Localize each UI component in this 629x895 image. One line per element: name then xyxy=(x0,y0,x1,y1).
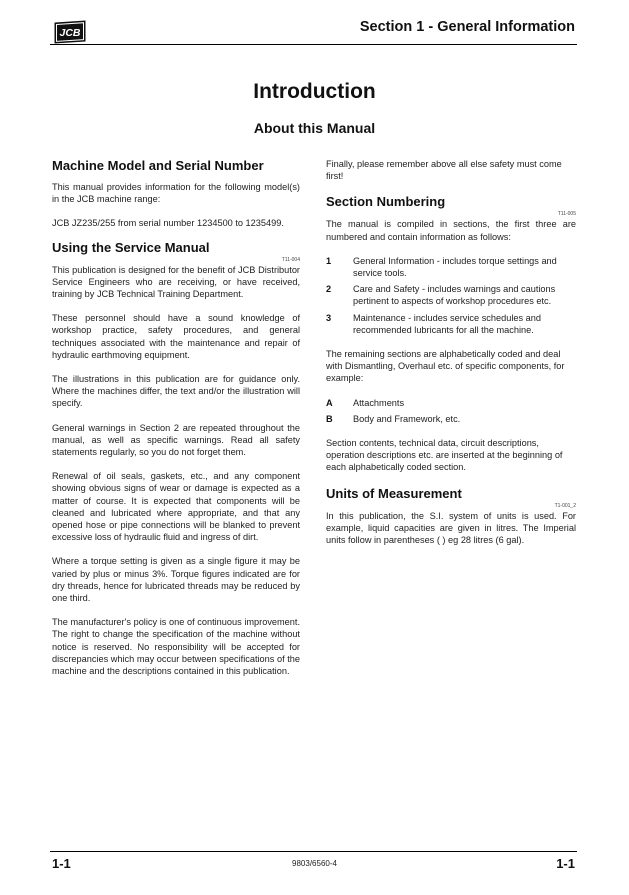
list-item xyxy=(326,255,576,279)
machine-model-paragraph-1: This manual provides information for the following model(s) in the JCB machine range: xyxy=(52,182,300,205)
service-manual-paragraph-2: These personnel should have a sound knowledge of workshop practice, safety procedures, and general techniques associated with the maintenance and repair of hydraulic earthmoving equipment. xyxy=(52,313,300,360)
service-manual-paragraph-6: Where a torque setting is given as a single figure it may be varied by plus or minus 3%. Torque figures indicated are for dry threads, hence for lubricated threads may be reduced by one third. xyxy=(52,556,300,604)
list-item xyxy=(326,413,576,425)
list-item-letter: A xyxy=(326,397,333,408)
jcb-logo-text: JCB xyxy=(59,27,81,39)
service-manual-paragraph-7: The manufacturer's policy is one of continuous improvement. The right to change the specification of the machine without notice is reserved. No responsibility will be accepted for discrepancies which may occur between specifications of the machine and the descriptions contained in this publication. xyxy=(52,617,300,677)
page-title: Introduction xyxy=(253,80,376,103)
list-item-text: Attachments xyxy=(353,397,405,408)
service-manual-paragraph-1: This publication is designed for the benefit of JCB Distributor Service Engineers who are receiving, or have received, training by JCB Technical Training Department. xyxy=(52,264,300,300)
document-number: 9803/6560-4 xyxy=(292,859,337,868)
units-heading: Units of Measurement xyxy=(326,485,462,501)
list-item xyxy=(326,397,576,409)
list-item xyxy=(326,283,576,307)
list-item-letter: B xyxy=(326,413,333,424)
safety-first-paragraph: Finally, please remember above all else safety must come first! xyxy=(326,159,562,182)
list-item-number: 2 xyxy=(326,284,332,295)
section-numbering-paragraph-2: The remaining sections are alphabetically coded and deal with Dismantling, Overhaul etc. of specific components, for example: xyxy=(326,349,565,384)
footer-divider xyxy=(50,851,577,852)
section-numbering-paragraph-1: The manual is compiled in sections, the first three are numbered and contain information as follows: xyxy=(326,219,576,242)
service-manual-paragraph-5: Renewal of oil seals, gaskets, etc., and any component showing obvious signs of wear or damage is expected as a matter of course. It is expected that components will be cleaned and lubricated where appropriate, and that any opened hose or pipe connections will be blanked to prevent excessive loss of hydraulic fluid and ingress of dirt. xyxy=(52,471,300,543)
page-number-right: 1-1 xyxy=(556,856,575,871)
numbered-section-list xyxy=(326,255,576,336)
section-numbering-code: T11-005 xyxy=(557,211,576,218)
lettered-section-list xyxy=(326,397,576,425)
list-item-text: Care and Safety - includes warnings and cautions pertinent to aspects of workshop procedures etc. xyxy=(353,284,556,307)
section-title: Section 1 - General Information xyxy=(359,19,575,35)
list-item-number: 1 xyxy=(326,255,332,266)
machine-model-paragraph-2: JCB JZ235/255 from serial number 1234500 to 1235499. xyxy=(52,218,284,229)
left-column xyxy=(52,158,300,689)
list-item-number: 3 xyxy=(326,312,332,323)
jcb-logo-icon xyxy=(52,20,88,44)
service-manual-heading: Using the Service Manual xyxy=(52,239,210,255)
section-numbering-paragraph-3: Section contents, technical data, circuit descriptions, operation descriptions etc. are inserted at the beginning of each alphabetically coded section. xyxy=(326,438,563,473)
units-paragraph-1: In this publication, the S.I. system of units is used. For example, liquid capacities are given in litres. The Imperial units follow in parentheses ( ) eg 28 litres (6 gal). xyxy=(326,510,576,546)
header-divider xyxy=(50,44,577,45)
service-manual-paragraph-4: General warnings in Section 2 are repeated throughout the manual, as well as specific warnings. Read all safety statements regularly, so you do not forget them. xyxy=(52,422,300,458)
page-number-left: 1-1 xyxy=(52,856,71,871)
service-manual-code: T11-004 xyxy=(281,256,300,263)
units-code: T1-001_2 xyxy=(554,502,576,509)
list-item xyxy=(326,312,576,336)
right-column xyxy=(326,158,576,558)
section-numbering-heading: Section Numbering xyxy=(326,194,446,210)
machine-model-heading: Machine Model and Serial Number xyxy=(52,158,264,173)
list-item-text: Maintenance - includes service schedules and recommended lubricants for all the machine. xyxy=(353,312,541,335)
service-manual-paragraph-3: The illustrations in this publication are for guidance only. Where the machines differ, the text and/or the illustration will specify. xyxy=(52,374,300,409)
list-item-text: General Information - includes torque settings and service tools. xyxy=(353,255,557,279)
page-subtitle: About this Manual xyxy=(253,120,376,136)
list-item-text: Body and Framework, etc. xyxy=(353,413,461,424)
